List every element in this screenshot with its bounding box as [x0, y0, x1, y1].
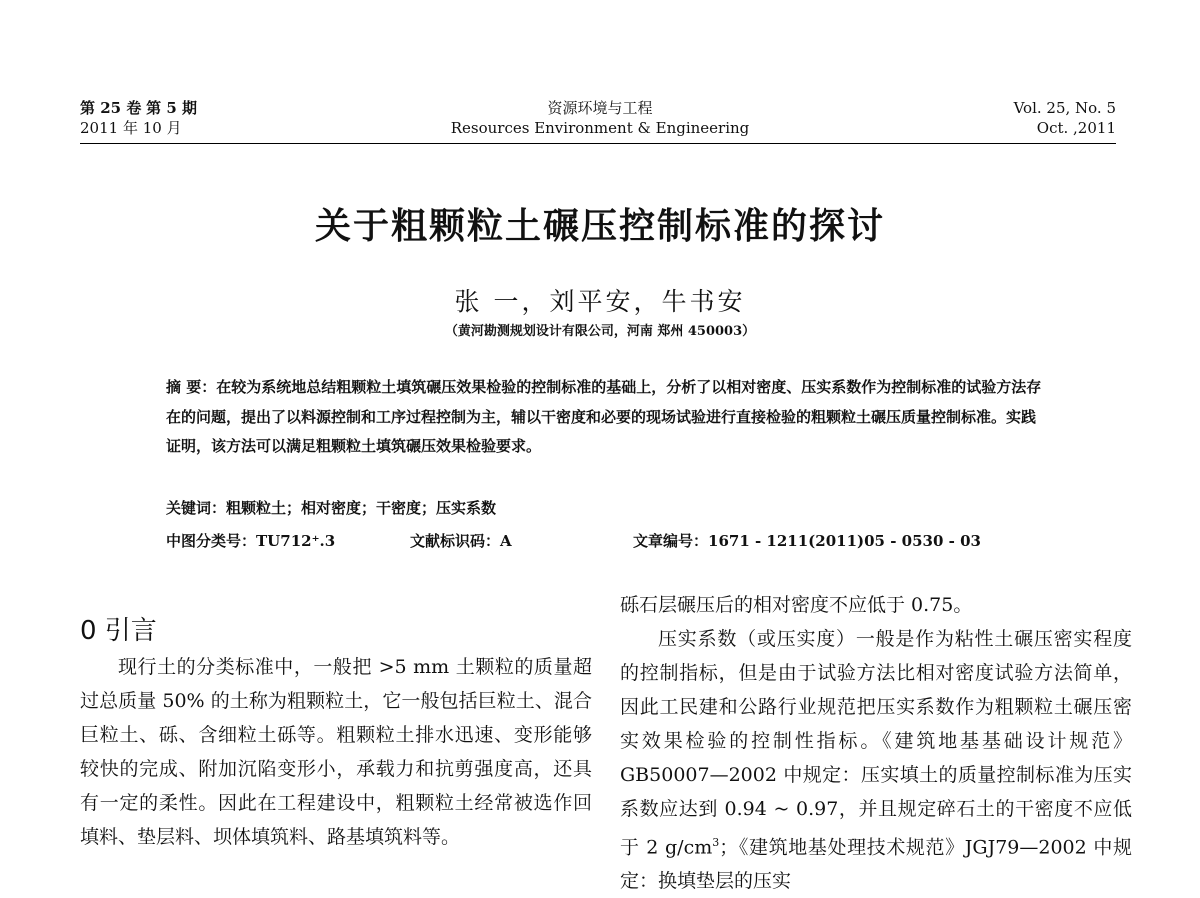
article-number: [633, 530, 981, 551]
paragraph-text-a: 压实系数（或压实度）一般是作为粘性土碾压密实程度的控制指标，但是由于试验方法比相对密度试验方法简单，因此工民建和公路行业规范把压实系数作为粗颗粒土碾压密实效果检验的控制性指标。《建筑地基基础设计规范》GB50007—2002 中规定：压实填土的质量控制标准为压实系数应达到 0.94 ~ 0.97，并且规定碎石土的干密度不应低于 2 g/cm: [620, 628, 1132, 859]
article-number-label: 文章编号：: [633, 532, 709, 550]
doc-code-label: 文献标识码：: [410, 532, 501, 550]
clc-label: 中图分类号：: [166, 532, 257, 550]
paragraph-continued: 砾石层碾压后的相对密度不应低于 0.75。: [620, 594, 973, 616]
article-title: 关于粗颗粒土碾压控制标准的探讨: [314, 206, 885, 247]
abstract-label: 摘 要：: [166, 378, 217, 396]
clc-value: TU712⁺.3: [256, 532, 336, 550]
publish-date-en: Oct. ,2011: [1036, 119, 1116, 137]
clc-number: [166, 530, 335, 551]
author-affiliation: （黄河勘测规划设计有限公司，河南 郑州 450003）: [444, 324, 756, 339]
keywords-text: 粗颗粒土；相对密度；干密度；压实系数: [226, 499, 497, 517]
article-number-value: 1671 - 1211(2011)05 - 0530 - 03: [708, 532, 981, 550]
journal-name-cn: 资源环境与工程: [547, 99, 653, 117]
document-code: [410, 530, 512, 551]
issue: 第 5 期: [146, 99, 197, 117]
article-authors: 张 一，刘平安，牛书安: [454, 287, 746, 316]
running-header-right: [1014, 98, 1116, 138]
journal-name-en: Resources Environment & Engineering: [450, 119, 750, 137]
abstract-text: 在较为系统地总结粗颗粒土填筑碾压效果检验的控制标准的基础上，分析了以相对密度、压实系数作为控制标准的试验方法存在的问题，提出了以料源控制和工序过程控制为主，辅以干密度和必要的现场试验进行直接检验的粗颗粒土碾压质量控制标准。实践证明，该方法可以满足粗颗粒土填筑碾压效果检验要求。: [166, 378, 1042, 455]
right-column: [620, 588, 1132, 898]
volume: 第 25 卷: [80, 99, 142, 117]
keywords-label: 关键词：: [166, 499, 227, 517]
volume-issue-en: Vol. 25, No. 5: [1013, 99, 1116, 117]
left-column: [80, 650, 592, 854]
publish-date: 2011 年 10 月: [80, 119, 182, 137]
abstract: [166, 373, 1046, 462]
doc-code-value: A: [500, 532, 512, 550]
header-rule: [80, 143, 1116, 144]
section-heading: 0 引言: [80, 616, 157, 646]
superscript: 3: [712, 836, 720, 849]
paragraph-text-b: ；《建筑地基处理技术规范》JGJ79—2002 中规定：换填垫层的压实: [620, 836, 1133, 893]
paragraph: 现行土的分类标准中，一般把 >5 mm 土颗粒的质量超过总质量 50% 的土称为粗颗粒土，它一般包括巨粒土、混合巨粒土、砾、含细粒土砾等。粗颗粒土排水迅速、变形能够较快的完成、附加沉陷变形小，承载力和抗剪强度高，还具有一定的柔性。因此在工程建设中，粗颗粒土经常被选作回填料、垫层料、坝体填筑料、路基填筑料等。: [80, 656, 592, 848]
keywords: [166, 497, 496, 518]
paragraph: [620, 622, 1132, 898]
